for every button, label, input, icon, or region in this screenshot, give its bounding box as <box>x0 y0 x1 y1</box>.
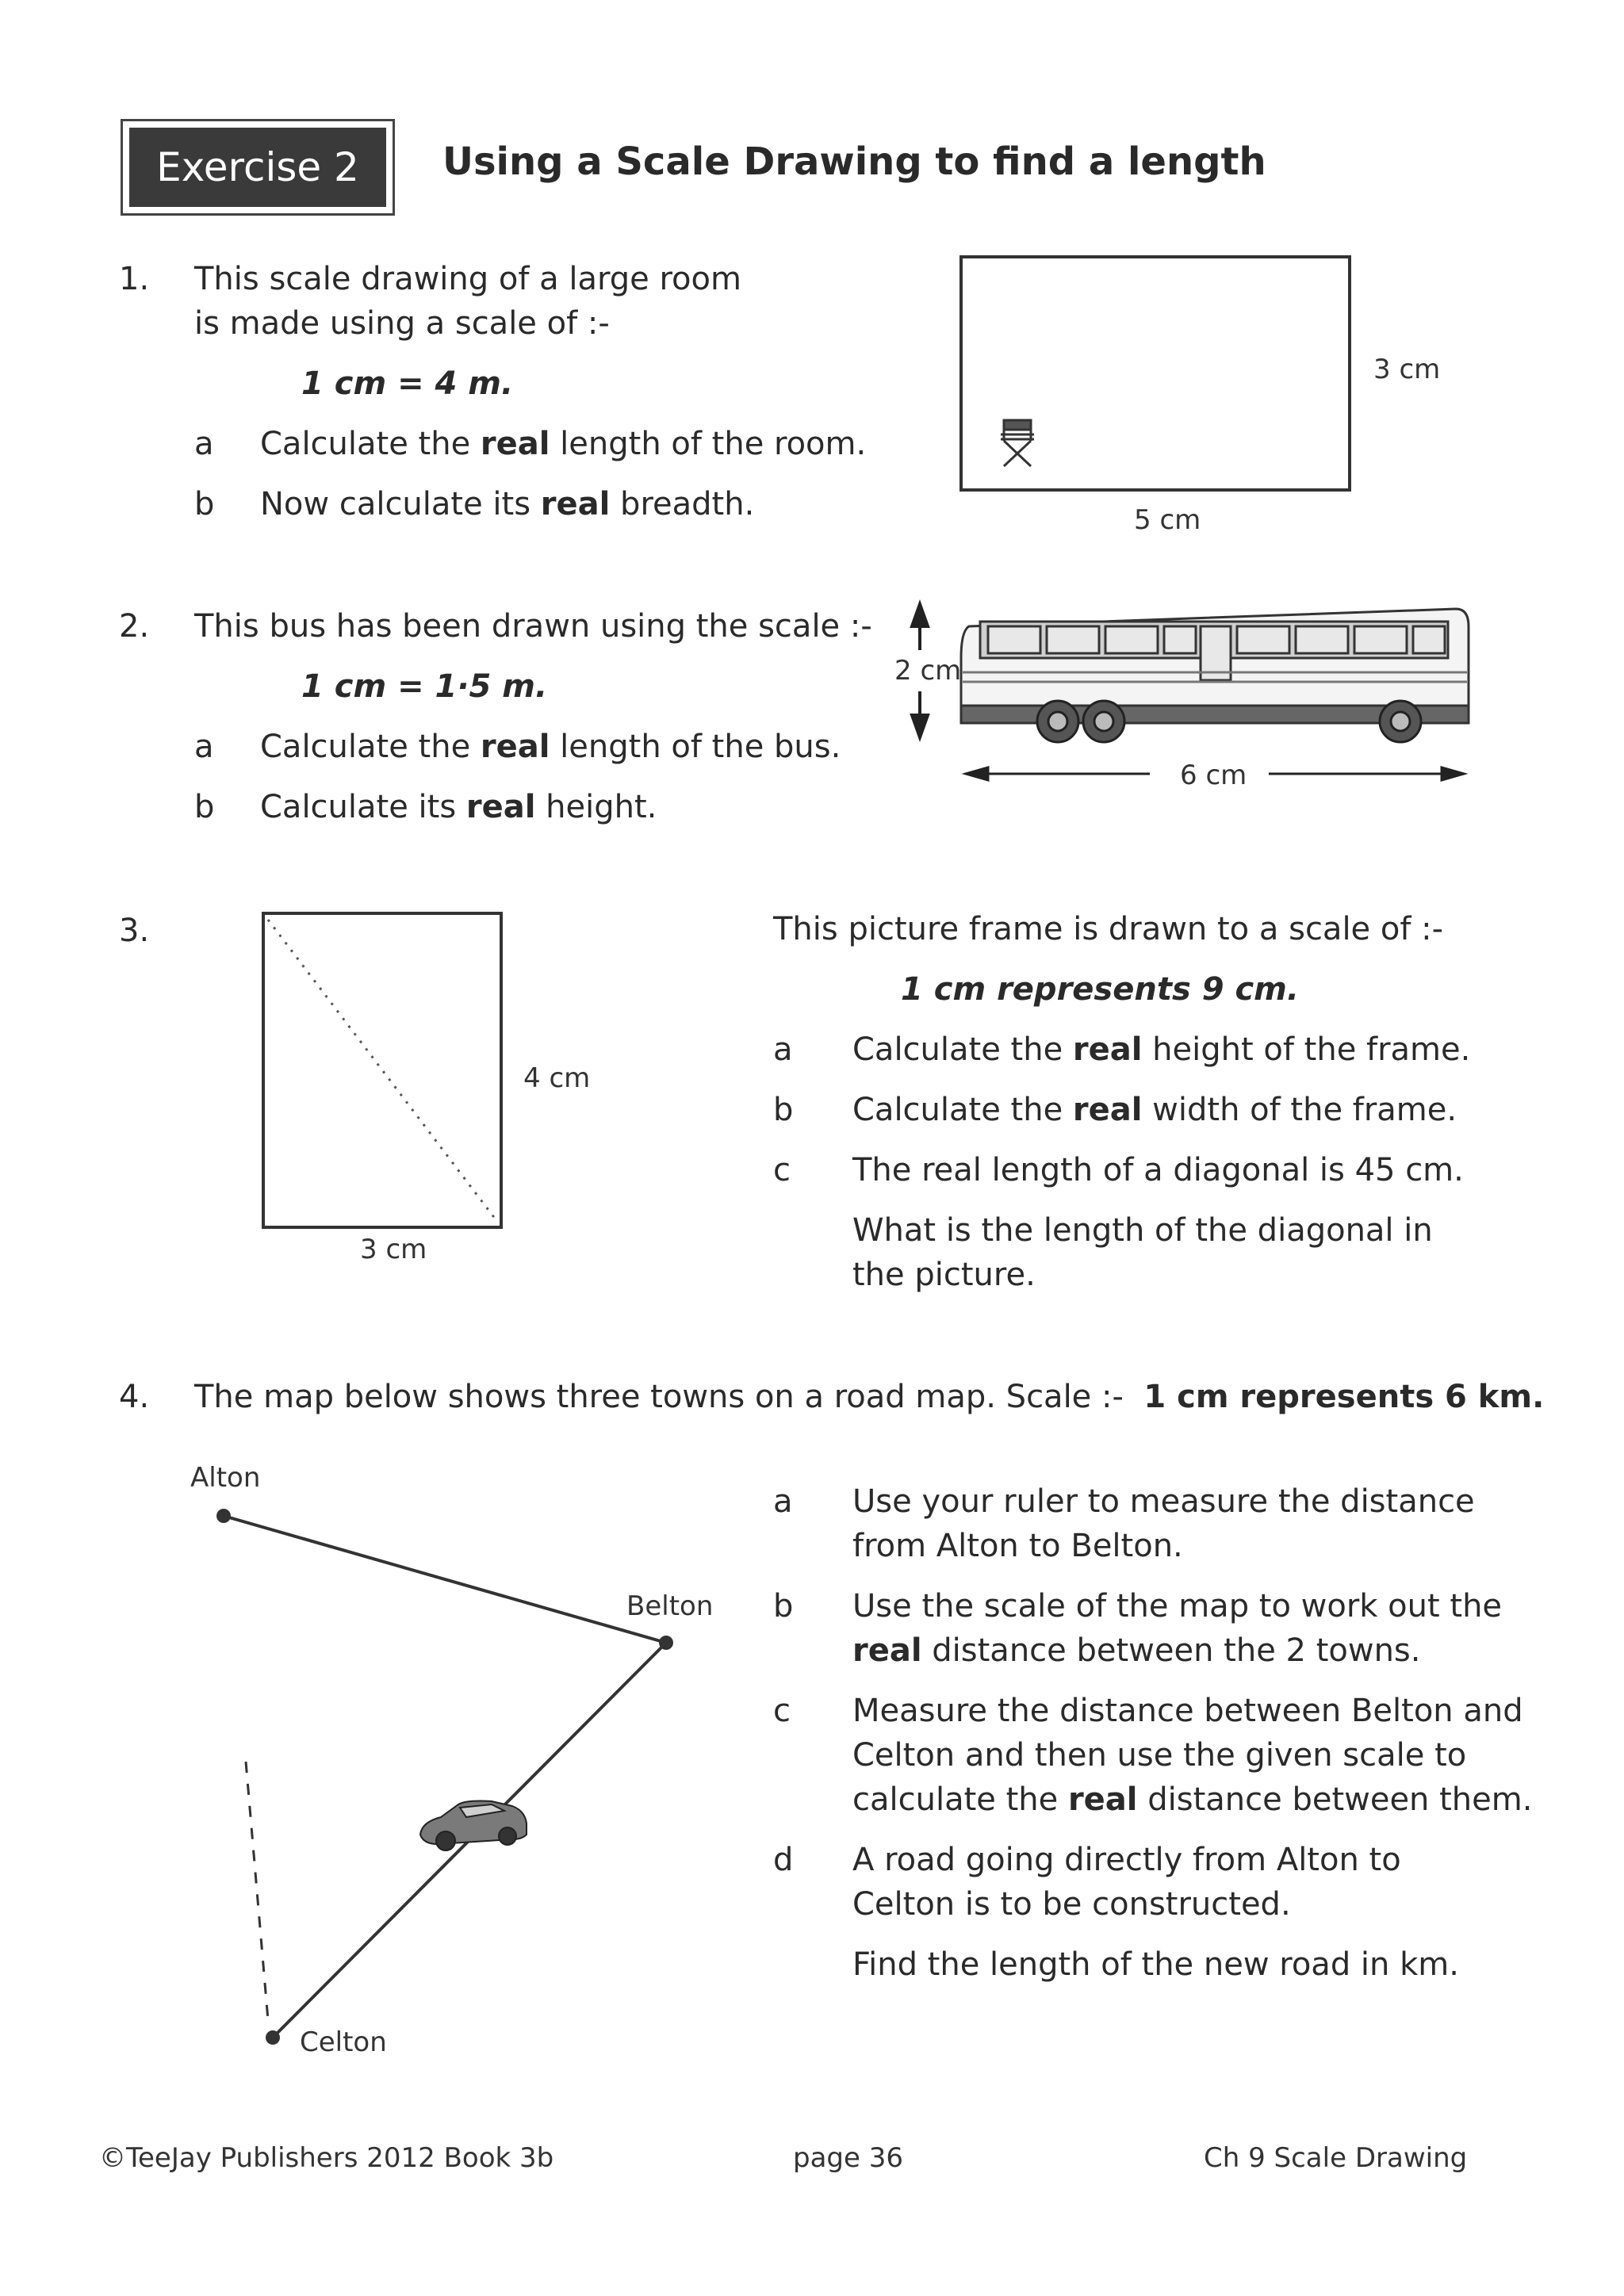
q3-a-letter: a <box>773 1031 793 1068</box>
q1-scale: 1 cm = 4 m. <box>301 365 514 402</box>
q4-intro-text: The map below shows three towns on a road map. Scale :- <box>194 1379 1124 1415</box>
q4-b-bold: real <box>852 1632 922 1669</box>
q1-a-post: length of the room. <box>550 426 867 462</box>
q1-number: 1. <box>119 261 150 297</box>
q1-b-bold: real <box>540 486 611 522</box>
q1-a-text <box>260 422 866 466</box>
q3-c-line3: the picture. <box>852 1257 1036 1293</box>
q2-b-pre: Calculate its <box>260 789 466 825</box>
q2-a-letter: a <box>194 729 214 765</box>
town-dot-belton <box>659 1636 673 1650</box>
q2-a-post: length of the bus. <box>550 729 841 765</box>
q4-number: 4. <box>119 1379 150 1415</box>
q4-a-line1: Use your ruler to measure the distance <box>852 1483 1475 1520</box>
q4-a-line2: from Alton to Belton. <box>852 1528 1183 1564</box>
q4-c-bold: real <box>1067 1781 1138 1818</box>
q2-b-text <box>260 785 657 829</box>
road-alton-belton <box>224 1516 666 1643</box>
q2-a-bold: real <box>480 729 550 765</box>
q3-scale: 1 cm represents 9 cm. <box>901 971 1300 1008</box>
q4-b-line1: Use the scale of the map to work out the <box>852 1588 1503 1624</box>
q2-b-letter: b <box>194 789 215 825</box>
q2-a-pre: Calculate the <box>260 729 481 765</box>
q4-c-line3 <box>852 1777 1532 1822</box>
town-dot-celton <box>266 2030 280 2045</box>
exercise-label: Exercise 2 <box>156 144 359 190</box>
q3-b-letter: b <box>773 1092 794 1128</box>
q2-scale: 1 cm = 1·5 m. <box>301 668 548 705</box>
q3-b-bold: real <box>1072 1092 1143 1128</box>
q3-intro: This picture frame is drawn to a scale of :- <box>773 911 1444 947</box>
bus-wheels <box>1037 701 1421 742</box>
q4-a-letter: a <box>773 1483 793 1520</box>
q4-d-line2: Celton is to be constructed. <box>852 1886 1291 1923</box>
town-dot-alton <box>216 1509 231 1523</box>
q4-c-line3-post: distance between them. <box>1137 1781 1533 1818</box>
q4-d-line3: Find the length of the new road in km. <box>852 1946 1459 1983</box>
q4-c-line2: Celton and then use the given scale to <box>852 1737 1467 1774</box>
car-icon <box>420 1801 527 1851</box>
q4-d-letter: d <box>773 1842 794 1878</box>
q3-a-post: height of the frame. <box>1142 1031 1471 1068</box>
q4-scale: 1 cm represents 6 km. <box>1143 1379 1545 1415</box>
q2-number: 2. <box>119 608 150 645</box>
q3-b-text <box>852 1088 1457 1132</box>
q3-c-letter: c <box>773 1152 791 1188</box>
proposed-road <box>246 1762 268 2020</box>
town-label-celton: Celton <box>300 2026 387 2058</box>
q4-intro <box>194 1375 1544 1419</box>
page-title: Using a Scale Drawing to find a length <box>442 140 1266 184</box>
q1-a-bold: real <box>480 426 550 462</box>
room-rectangle <box>959 255 1351 492</box>
room-width-label: 5 cm <box>1134 504 1201 536</box>
q3-a-text <box>852 1027 1470 1072</box>
town-label-belton: Belton <box>626 1590 714 1622</box>
q3-c-text: The real length of a diagonal is 45 cm. <box>852 1152 1464 1188</box>
q1-a-letter: a <box>194 426 214 462</box>
q3-number: 3. <box>119 913 150 949</box>
footer-page: page 36 <box>793 2142 903 2174</box>
q4-b-line2 <box>852 1628 1420 1673</box>
exercise-badge <box>121 119 395 216</box>
town-dots <box>216 1509 673 2045</box>
q1-b-post: breadth. <box>610 486 755 522</box>
q1-b-letter: b <box>194 486 215 522</box>
q4-c-letter: c <box>773 1693 791 1729</box>
bus-width-label: 6 cm <box>1180 760 1247 791</box>
q3-b-pre: Calculate the <box>852 1092 1073 1128</box>
q3-b-post: width of the frame. <box>1142 1092 1457 1128</box>
q1-intro-line1: This scale drawing of a large room <box>194 261 741 297</box>
roads <box>224 1516 666 2038</box>
q2-intro: This bus has been drawn using the scale :- <box>194 608 872 645</box>
q4-d-line1: A road going directly from Alton to <box>852 1842 1401 1878</box>
q3-a-bold: real <box>1072 1031 1143 1068</box>
q4-b-line2-post: distance between the 2 towns. <box>921 1632 1421 1669</box>
footer-chapter: Ch 9 Scale Drawing <box>1204 2142 1468 2174</box>
town-label-alton: Alton <box>190 1462 261 1494</box>
q4-b-letter: b <box>773 1588 794 1624</box>
footer-copyright: ©TeeJay Publishers 2012 Book 3b <box>99 2142 554 2174</box>
q2-a-text <box>260 725 841 769</box>
bus-height-label: 2 cm <box>894 655 962 687</box>
q3-a-pre: Calculate the <box>852 1031 1073 1068</box>
q1-b-pre: Now calculate its <box>260 486 541 522</box>
road-belton-celton <box>273 1643 666 2038</box>
frame-height-label: 4 cm <box>523 1062 591 1094</box>
frame-width-label: 3 cm <box>360 1234 427 1265</box>
q1-b-text <box>260 482 754 526</box>
q1-intro-line2: is made using a scale of :- <box>194 305 610 342</box>
q4-c-line1: Measure the distance between Belton and <box>852 1693 1523 1729</box>
frame-rectangle <box>262 912 503 1229</box>
q1-a-pre: Calculate the <box>260 426 481 462</box>
room-height-label: 3 cm <box>1373 354 1441 385</box>
q3-c-line2: What is the length of the diagonal in <box>852 1212 1433 1249</box>
q2-b-post: height. <box>535 789 657 825</box>
q4-c-line3-pre: calculate the <box>852 1781 1068 1818</box>
q2-b-bold: real <box>465 789 536 825</box>
bus-body <box>961 609 1469 723</box>
